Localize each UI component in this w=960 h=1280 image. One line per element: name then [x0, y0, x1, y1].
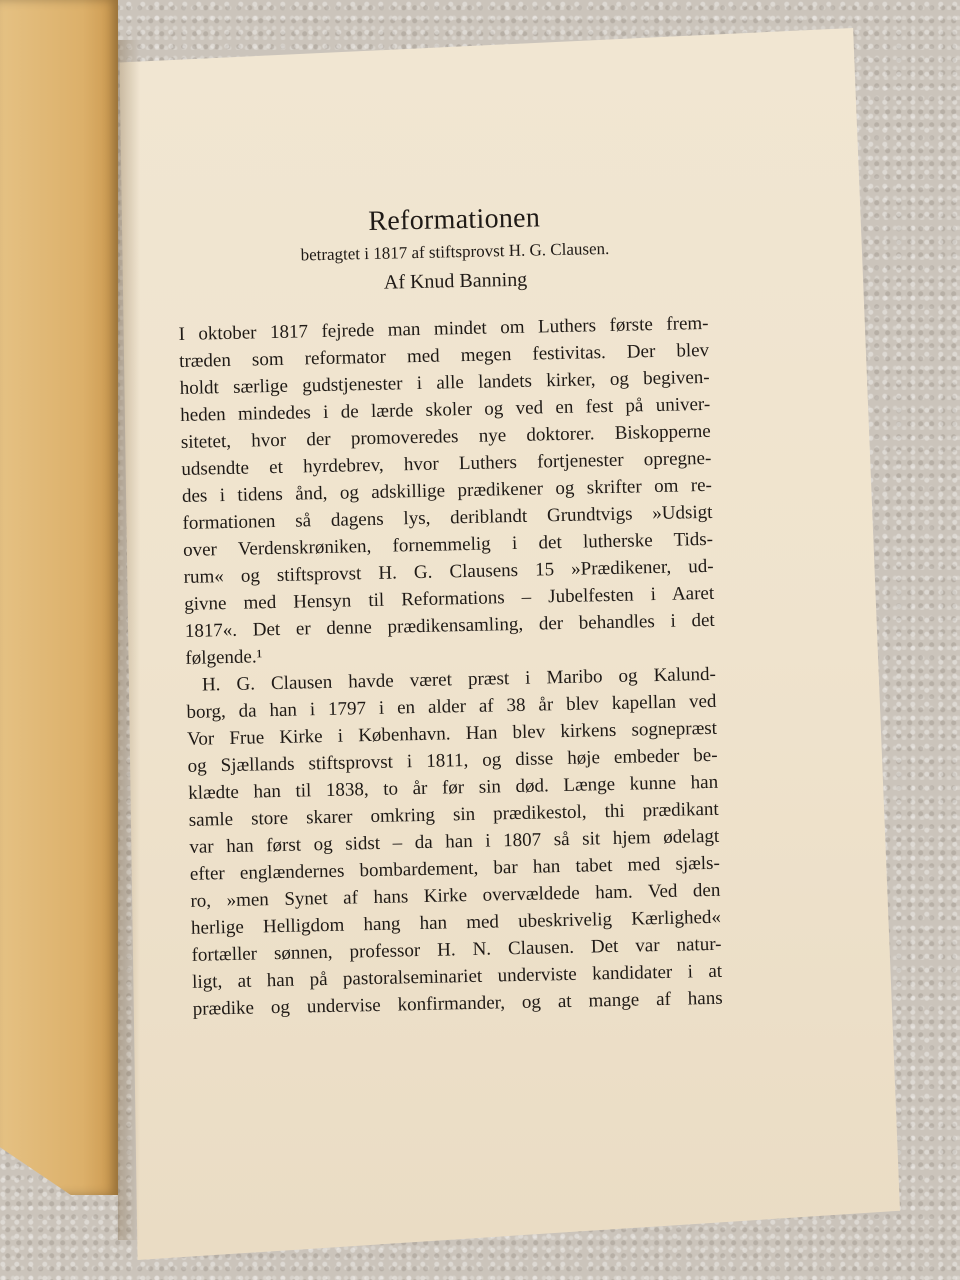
paragraph-1	[178, 309, 741, 672]
text-line: herlige Helligdom hang han med ubeskrivelig Kærlighed«	[190, 906, 722, 939]
text-line: og Sjællands stiftsprovst i 1811, og disse høje embeder be-	[187, 744, 718, 777]
text-line: heden mindedes i de lærde skoler og ved en fest på univer-	[180, 393, 711, 426]
text-line: Vor Frue Kirke i København. Han blev kirkens sognepræst	[186, 717, 718, 750]
article-title: Reformationen	[368, 202, 541, 237]
page-content	[176, 198, 749, 1022]
text-line: I oktober 1817 fejrede man mindet om Luthers første frem-	[178, 312, 709, 345]
text-line: ligt, at han på pastoralseminariet underviste kandidater i at	[191, 960, 723, 993]
article-subtitle: betragtet i 1817 af stiftsprovst H. G. Clausen.	[300, 238, 610, 265]
article-author: Af Knud Banning	[383, 268, 528, 294]
text-line: fortæller sønnen, professor H. N. Clausen. Det var natur-	[191, 933, 722, 966]
page-gutter-shadow	[118, 40, 140, 1240]
text-line: givne med Hensyn til Reformations – Jubelfesten i Aaret	[184, 582, 715, 615]
text-line: udsendte et hyrdebrev, hvor Luthers fortjenester opregne-	[181, 447, 712, 480]
text-line: klædte han til 1838, to år før sin død. Længe kunne han	[188, 771, 719, 804]
text-line: over Verdenskrøniken, fornemmelig i det lutherske Tids-	[182, 528, 714, 561]
text-line: H. G. Clausen havde været præst i Maribo og Kalund-	[201, 663, 717, 696]
text-line: efter englændernes bombardement, bar han tabet med sjæls-	[189, 852, 721, 885]
text-line: var han først og sidst – da han i 1807 så sit hjem ødelagt	[189, 825, 720, 858]
text-line: følgende.¹	[185, 646, 263, 669]
book-cover-left	[0, 0, 118, 1195]
text-line: træden som reformator med megen festivitas. Der blev	[178, 339, 710, 372]
paragraph-2	[186, 660, 749, 1023]
text-line: 1817«. Det er denne prædikensamling, der behandles i det	[184, 609, 715, 642]
text-line: prædike og undervise konfirmander, og at mange af hans	[192, 987, 723, 1020]
text-line: ro, »men Synet af hans Kirke overvældede ham. Ved den	[190, 879, 721, 912]
text-line: sitetet, hvor der promoveredes nye doktorer. Biskopperne	[180, 420, 711, 453]
text-line: rum« og stiftsprovst H. G. Clausens 15 »Prædikener, ud-	[183, 555, 714, 588]
text-line: holdt særlige gudstjenester i alle landets kirker, og begiven-	[179, 366, 710, 399]
text-line: des i tidens ånd, og adskillige prædikener og skrifter om re-	[181, 474, 713, 507]
text-line: formationen så dagens lys, deriblandt Grundtvigs »Udsigt	[182, 501, 713, 534]
text-line: samle store skarer omkring sin prædikestol, thi prædikant	[188, 798, 719, 831]
text-line: borg, da han i 1797 i en alder af 38 år blev kapellan ved	[186, 690, 717, 723]
